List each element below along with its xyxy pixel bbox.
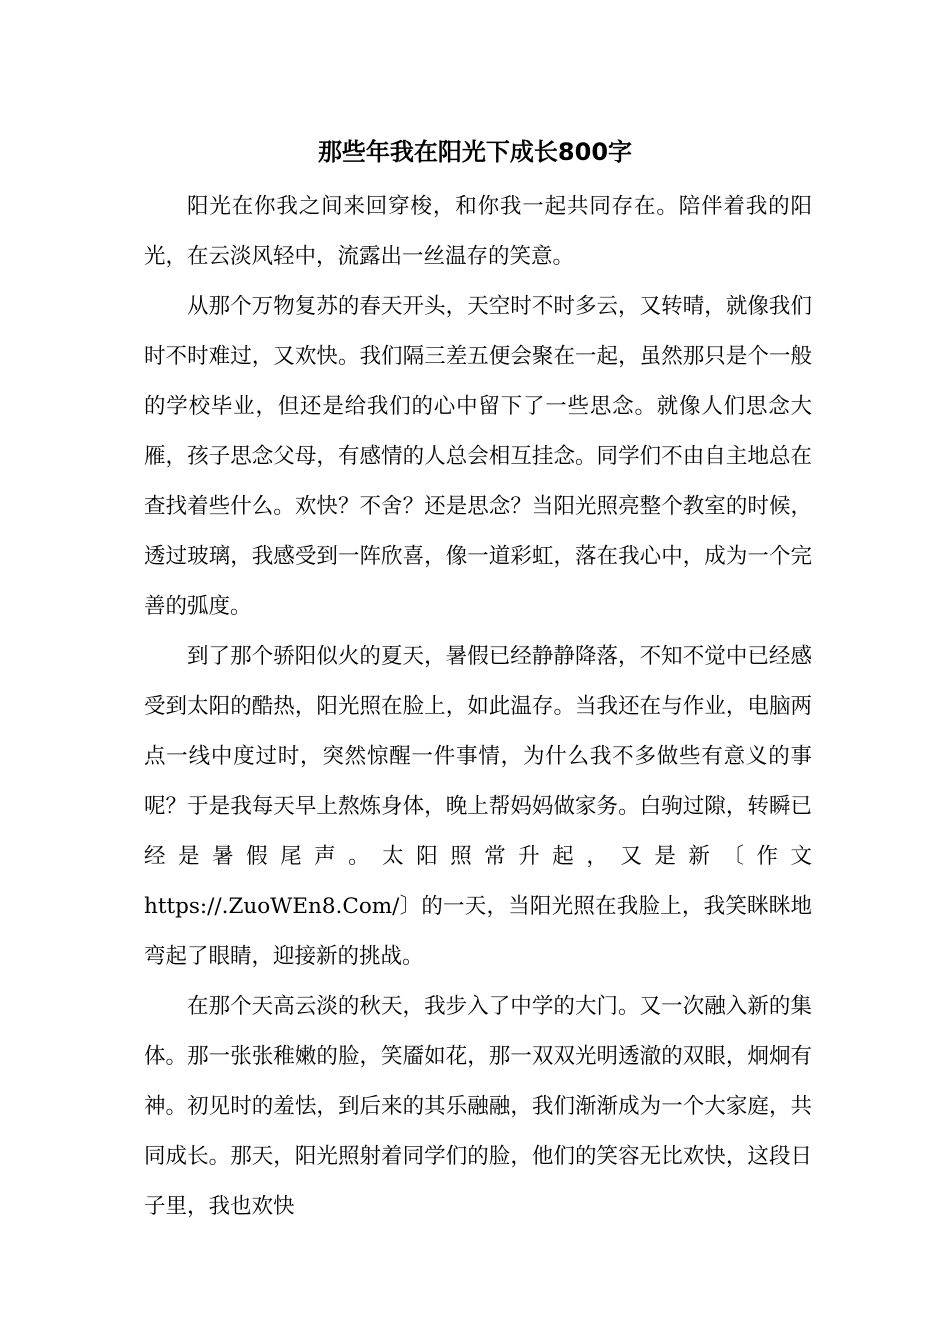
paragraph-3: 到了那个骄阳似火的夏天，暑假已经静静降落，不知不觉中已经感受到太阳的酷热，阳光照在脸上，如此温存。当我还在与作业，电脑两点一线中度过时，突然惊醒一件事情，为什么我不多做些有意义的事呢？于是我每天早上熬炼身体，晚上帮妈妈做家务。白驹过隙，转瞬已经是暑假尾声。太阳照常升起，又是新〔作文https://.ZuoWEn8.Com/〕的一天，当阳光照在我脸上，我笑眯眯地弯起了眼睛，迎接新的挑战。 <box>144 644 812 969</box>
paragraph-4: 在那个天高云淡的秋天，我步入了中学的大门。又一次融入新的集体。那一张张稚嫩的脸，笑靥如花，那一双双光明透澈的双眼，炯炯有神。初见时的羞怯，到后来的其乐融融，我们渐渐成为一个大家庭，共同成长。那天，阳光照射着同学们的脸，他们的笑容无比欢快，这段日子里，我也欢快 <box>144 994 812 1219</box>
document-title: 那些年我在阳光下成长800字 <box>317 138 633 166</box>
document-body <box>144 182 812 1232</box>
paragraph-1: 阳光在你我之间来回穿梭，和你我一起共同存在。陪伴着我的阳光，在云淡风轻中，流露出一丝温存的笑意。 <box>144 194 812 269</box>
paragraph-2: 从那个万物复苏的春天开头，天空时不时多云，又转晴，就像我们时不时难过，又欢快。我们隔三差五便会聚在一起，虽然那只是个一般的学校毕业，但还是给我们的心中留下了一些思念。就像人们思念大雁，孩子思念父母，有感情的人总会相互挂念。同学们不由自主地总在查找着些什么。欢快？不舍？还是思念？当阳光照亮整个教室的时候，透过玻璃，我感受到一阵欣喜，像一道彩虹，落在我心中，成为一个完善的弧度。 <box>144 294 812 619</box>
